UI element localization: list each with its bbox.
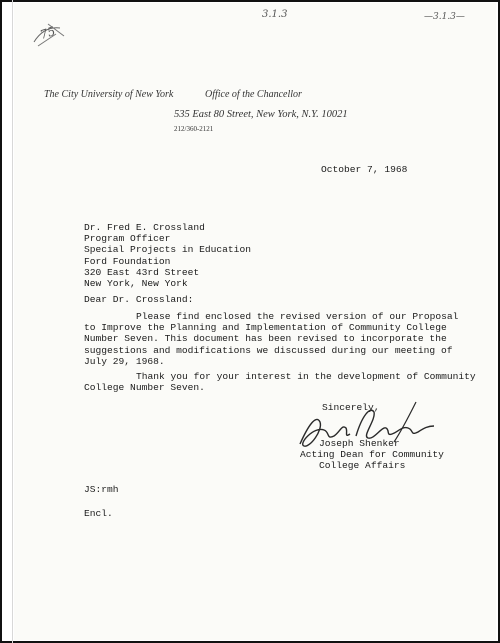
signer-title: Acting Dean for Community <box>300 449 444 461</box>
paragraph-line: College Number Seven. <box>84 382 205 394</box>
recipient-line: Program Officer <box>84 233 171 245</box>
enclosure-note: Encl. <box>84 508 113 519</box>
recipient-line: 320 East 43rd Street <box>84 266 200 278</box>
letterhead-institution: The City University of New York <box>44 89 174 100</box>
paragraph-line: Number Seven. This document has been revised to incorporate the <box>84 333 447 345</box>
letterhead-address: 535 East 80 Street, New York, N.Y. 10021 <box>174 109 348 120</box>
paragraph-line: to Improve the Planning and Implementation of Community College <box>84 322 447 334</box>
letterhead-phone: 212/360-2121 <box>174 125 214 133</box>
letter-date: October 7, 1968 <box>321 164 408 175</box>
closing: Sincerely, <box>322 402 380 413</box>
recipient-line: New York, New York <box>84 278 188 290</box>
recipient-line: Special Projects in Education <box>84 244 251 256</box>
body-paragraph-2 <box>84 371 476 393</box>
handwritten-top-center: 3.1.3 <box>262 9 288 20</box>
recipient-line: Dr. Fred E. Crossland <box>84 222 205 233</box>
paragraph-line: Thank you for your interest in the development of Community <box>136 371 476 382</box>
signature-block <box>300 438 444 472</box>
paragraph-line: July 29, 1968. <box>84 355 165 367</box>
scan-edge-line <box>12 0 13 643</box>
letterhead-office: Office of the Chancellor <box>205 89 302 100</box>
paragraph-line: Please find enclosed the revised version of our Proposal <box>136 311 459 322</box>
signer-name: Joseph Shenker <box>319 438 400 449</box>
signer-title: College Affairs <box>319 460 406 472</box>
typist-initials: JS:rmh <box>84 484 119 495</box>
recipient-line: Ford Foundation <box>84 255 171 267</box>
handwritten-top-right: —3.1.3— <box>424 12 465 22</box>
salutation: Dear Dr. Crossland: <box>84 294 194 305</box>
body-paragraph-1 <box>84 311 458 367</box>
recipient-address <box>84 222 251 289</box>
handwritten-top-left: 75 <box>38 23 58 43</box>
paragraph-line: suggestions and modifications we discussed during our meeting of <box>84 344 453 356</box>
handwritten-mark-top-left <box>30 20 70 50</box>
